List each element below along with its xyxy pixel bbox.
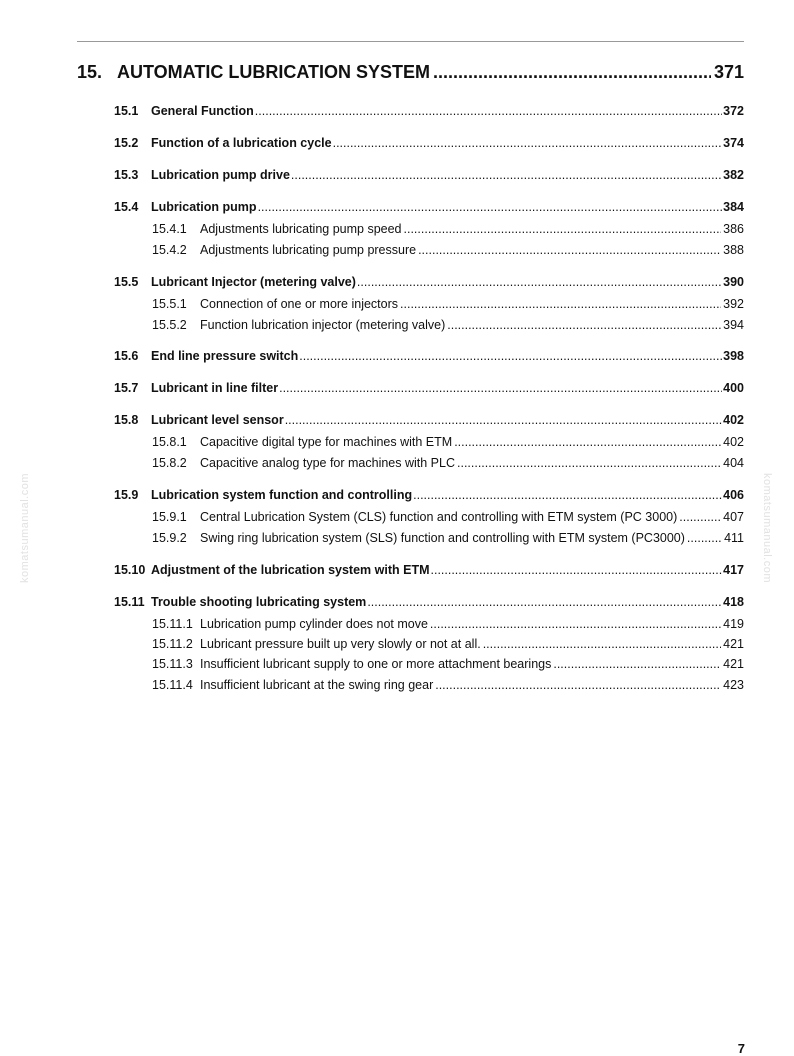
toc-title: Lubricant level sensor	[151, 413, 284, 427]
toc-title: Lubrication system function and controlling	[151, 488, 413, 502]
toc-entry[interactable]	[114, 413, 744, 427]
dot-leader	[400, 297, 721, 311]
dot-leader	[483, 637, 721, 651]
toc-subentry[interactable]	[152, 678, 744, 692]
toc-page: 374	[723, 136, 744, 150]
toc-title: General Function	[151, 104, 254, 118]
toc-subentry[interactable]	[152, 456, 744, 470]
toc-number: 15.9.1	[152, 510, 187, 524]
toc-number: 15.5.2	[152, 318, 187, 332]
toc-page: 402	[723, 435, 744, 449]
dot-leader	[333, 136, 723, 150]
toc-number: 15.5	[114, 275, 139, 289]
toc-page: 411	[724, 531, 744, 545]
toc-title: Lubricant in line filter	[151, 381, 279, 395]
toc-subentry[interactable]	[152, 617, 744, 631]
toc-page: 407	[723, 510, 744, 524]
toc-number: 15.8.1	[152, 435, 187, 449]
toc-subentry[interactable]	[152, 243, 744, 257]
toc-entry[interactable]	[114, 275, 744, 289]
watermark-left: komatsumanual.com	[19, 473, 31, 583]
toc-title: Capacitive analog type for machines with PLC	[200, 456, 455, 470]
chapter-heading	[77, 62, 744, 83]
toc-page: 400	[723, 381, 744, 395]
toc-page: 382	[723, 168, 744, 182]
toc-entry[interactable]	[114, 168, 744, 182]
toc-number: 15.4.2	[152, 243, 187, 257]
toc-number: 15.4	[114, 200, 139, 214]
dot-leader	[291, 168, 722, 182]
watermark-right: komatsumanual.com	[761, 473, 773, 583]
toc-page: 421	[723, 657, 744, 671]
dot-leader	[679, 510, 721, 524]
toc-number: 15.1	[114, 104, 139, 118]
dot-leader	[435, 678, 721, 692]
toc-title: Insufficient lubricant at the swing ring gear	[200, 678, 434, 692]
toc-subentry[interactable]	[152, 657, 744, 671]
toc-entry[interactable]	[114, 563, 744, 577]
toc-page: 392	[723, 297, 744, 311]
toc-number: 15.11.3	[152, 657, 193, 671]
toc-subentry[interactable]	[152, 222, 744, 236]
toc-number: 15.4.1	[152, 222, 187, 236]
toc-page: 390	[723, 275, 744, 289]
toc-title: Lubrication pump cylinder does not move	[200, 617, 428, 631]
header-rule	[77, 41, 744, 42]
dot-leader	[433, 62, 711, 83]
dot-leader	[418, 243, 721, 257]
toc-number: 15.8.2	[152, 456, 187, 470]
toc-title: Trouble shooting lubricating system	[151, 595, 367, 609]
toc-subentry[interactable]	[152, 435, 744, 449]
toc-entry[interactable]	[114, 488, 744, 502]
toc-number: 15.11	[114, 595, 145, 609]
dot-leader	[255, 104, 722, 118]
toc-entry[interactable]	[114, 200, 744, 214]
toc-number: 15.8	[114, 413, 139, 427]
chapter-page: 371	[713, 62, 744, 82]
dot-leader	[367, 595, 722, 609]
toc-page: 398	[723, 349, 744, 363]
dot-leader	[357, 275, 722, 289]
toc-page: 372	[723, 104, 744, 118]
dot-leader	[430, 617, 721, 631]
dot-leader	[454, 435, 721, 449]
toc-entry[interactable]	[114, 381, 744, 395]
dot-leader	[285, 413, 722, 427]
toc-entry[interactable]	[114, 595, 744, 609]
toc-page: 419	[723, 617, 744, 631]
toc-page: 406	[723, 488, 744, 502]
toc-title: Lubricant Injector (metering valve)	[151, 275, 356, 289]
toc-entry[interactable]	[114, 104, 744, 118]
dot-leader	[279, 381, 722, 395]
toc-subentry[interactable]	[152, 637, 744, 651]
dot-leader	[404, 222, 722, 236]
toc-title: Swing ring lubrication system (SLS) function and controlling with ETM system (PC3000)	[200, 531, 685, 545]
chapter-title: AUTOMATIC LUBRICATION SYSTEM	[117, 62, 430, 82]
toc-title: Lubricant pressure built up very slowly or not at all.	[200, 637, 481, 651]
dot-leader	[258, 200, 723, 214]
toc-title: Central Lubrication System (CLS) function and controlling with ETM system (PC 3000)	[200, 510, 678, 524]
dot-leader	[687, 531, 722, 545]
toc-subentry[interactable]	[152, 510, 744, 524]
toc-page: 417	[723, 563, 744, 577]
dot-leader	[413, 488, 722, 502]
toc-number: 15.11.1	[152, 617, 193, 631]
toc-title: Lubrication pump drive	[151, 168, 290, 182]
toc-title: Function of a lubrication cycle	[151, 136, 332, 150]
toc-page: 402	[723, 413, 744, 427]
toc-number: 15.9.2	[152, 531, 187, 545]
toc-subentry[interactable]	[152, 297, 744, 311]
toc-title: Capacitive digital type for machines with ETM	[200, 435, 453, 449]
toc-number: 15.11.2	[152, 637, 193, 651]
toc-entry[interactable]	[114, 349, 744, 363]
toc-page: 386	[723, 222, 744, 236]
toc-number: 15.3	[114, 168, 139, 182]
toc-entry[interactable]	[114, 136, 744, 150]
toc-page: 394	[723, 318, 744, 332]
dot-leader	[553, 657, 721, 671]
toc-page: 423	[723, 678, 744, 692]
toc-title: Adjustment of the lubrication system with ETM	[151, 563, 430, 577]
chapter-number: 15.	[77, 62, 103, 82]
toc-title: Adjustments lubricating pump pressure	[200, 243, 417, 257]
toc-subentry[interactable]	[152, 318, 744, 332]
toc-title: Adjustments lubricating pump speed	[200, 222, 402, 236]
page-number: 7	[737, 1041, 745, 1056]
toc-title: Function lubrication injector (metering valve)	[200, 318, 446, 332]
toc-page: 421	[723, 637, 744, 651]
dot-leader	[457, 456, 721, 470]
toc-title: Lubrication pump	[151, 200, 257, 214]
toc-subentry[interactable]	[152, 531, 744, 545]
toc-title: Connection of one or more injectors	[200, 297, 399, 311]
dot-leader	[299, 349, 722, 363]
toc-title: End line pressure switch	[151, 349, 299, 363]
toc-page: 384	[723, 200, 744, 214]
toc-number: 15.2	[114, 136, 139, 150]
toc-number: 15.11.4	[152, 678, 193, 692]
toc-number: 15.6	[114, 349, 139, 363]
dot-leader	[431, 563, 723, 577]
toc-page: 404	[723, 456, 744, 470]
toc-number: 15.5.1	[152, 297, 187, 311]
toc-number: 15.10	[114, 563, 146, 577]
toc-page: 388	[723, 243, 744, 257]
toc-number: 15.9	[114, 488, 139, 502]
toc-number: 15.7	[114, 381, 139, 395]
toc-title: Insufficient lubricant supply to one or more attachment bearings	[200, 657, 552, 671]
dot-leader	[447, 318, 721, 332]
toc-page: 418	[723, 595, 744, 609]
